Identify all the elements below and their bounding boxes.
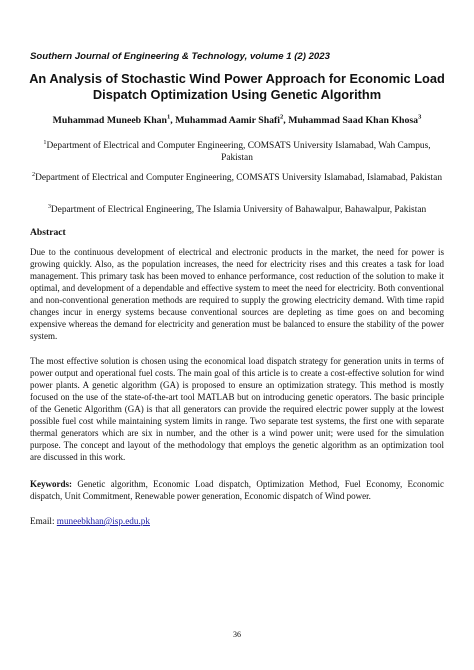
- affiliation-2: [30, 172, 444, 184]
- paper-title: An Analysis of Stochastic Wind Power Approach for Economic Load Dispatch Optimization Using Genetic Algorithm: [29, 71, 445, 102]
- abstract-paragraph-2: The most effective solution is chosen using the economical load dispatch strategy for generation units in terms of power output and operational fuel costs. The main goal of this article is to create a cost-effective solution for wind power plants. A genetic algorithm (GA) is proposed to ensure an optimization strategy. This method is mostly focused on the use of the state-of-the-art tool MATLAB but on introducing genetic operators. The basic principle of the Genetic Algorithm (GA) is that all generators can provide the required electric power supply at the lowest possible fuel cost while maintaining system limits in range. Two separate test systems, the first one with separate thermal generators which are six in number, and the other is a wind power unit; were used for the simulation purpose. The concept and layout of the methodology that employs the genetic algorithm as an optimization tool are discussed in this work.: [30, 356, 444, 463]
- page-number: 36: [233, 630, 241, 639]
- author-affiliation-mark: 3: [418, 113, 422, 121]
- abstract-heading: Abstract: [30, 227, 66, 238]
- author-name: Muhammad Aamir Shafi: [175, 115, 281, 126]
- keywords: [30, 478, 444, 502]
- affiliation-text: Department of Electrical and Computer Engineering, COMSATS University Islamabad, Wah Campus, Pakistan: [46, 141, 431, 163]
- affiliation-3: [30, 204, 444, 216]
- journal-header: Southern Journal of Engineering & Technology, volume 1 (2) 2023: [30, 51, 330, 62]
- affiliation-text: Department of Electrical Engineering, The Islamia University of Bahawalpur, Bahawalpur, Pakistan: [50, 205, 427, 215]
- author-list: Muhammad Muneeb Khan$^1$, Muhammad Aamir Shafi$^2$, Muhammad Saad Khan Khosa$^3$: [52, 113, 422, 126]
- keywords-text: Genetic algorithm, Economic Load dispatch, Optimization Method, Fuel Economy, Economic dispatch, Unit Commitment, Renewable power generation, Economic dispatch of Wind power.: [30, 479, 445, 502]
- affiliation-mark: 1: [43, 138, 47, 146]
- email-line: [30, 516, 150, 526]
- author-affiliation-mark: 2: [280, 113, 284, 121]
- affiliation-1: [30, 140, 444, 164]
- affiliation-text: Department of Electrical and Computer Engineering, COMSATS University Islamabad, Islamabad, Pakistan: [35, 173, 443, 183]
- email-label: Email:: [30, 516, 55, 526]
- affiliation-mark: 2: [31, 170, 36, 178]
- keywords-label: Keywords:: [30, 479, 72, 489]
- affiliation-mark: 3: [47, 202, 51, 210]
- abstract-paragraph-1: Due to the continuous development of electrical and electronic products in the market, the need for power is growing quickly. Also, as the population increases, the need for electricity rises and this creates a task for load management. This primary task has been moved to enhance performance, cost reduction of the solution to make it optimal, and development of a dependable and effective system to meet the need for electricity. Both conventional and non-conventional generation methods are required to supply the growing electricity demand. With time rapid changes incur in energy systems because conventional sources are depleting as time goes on and becoming expensive whereas the demand for electricity and generation must be balanced to ensure the stability of the power system.: [30, 247, 444, 342]
- author-name: Muhammad Muneeb Khan: [52, 115, 167, 126]
- author-affiliation-mark: 1: [167, 113, 171, 121]
- author-name: Muhammad Saad Khan Khosa: [288, 115, 419, 126]
- email-link[interactable]: muneebkhan@isp.edu.pk: [56, 516, 150, 526]
